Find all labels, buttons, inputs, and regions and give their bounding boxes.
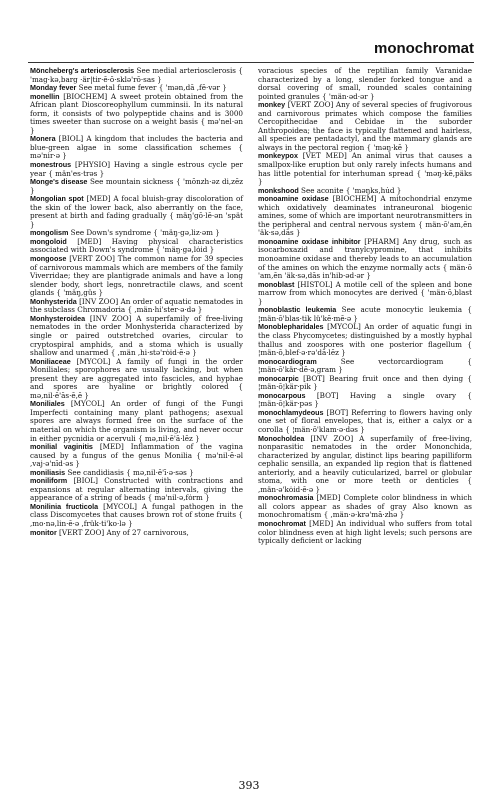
entry-definition: [MED] Complete color blindness in which all colors appear as shades of gray Also known as monochromatism { ,män·ə·krə'mā·zhə } [258, 493, 472, 520]
entry-headword: monochromasia [258, 493, 314, 503]
entry-definition: [BOT] Having a single ovary { ¦män·ō¦kär·pəs } [258, 390, 472, 409]
entry-definition: [MYCOL] An order of fungi of the Fungi Imperfecti containing many plant pathogens; asexual spores are always formed free on the surface of the material on which the organism is living, and never occur in either pycnidia or acervuli { mə,nil·ē'ā·lēz } [30, 399, 243, 443]
entry-definition: [VERT ZOO] The common name for 39 species of carnivorous mammals which are members of the family Viverridae; they are plantigrade animals and have a long slender body, short legs, nonretractile claws, and scent glands { 'mäŋ,güs } [30, 254, 244, 298]
entry-headword: Monera [30, 134, 56, 144]
entry-definition: [VET MED] An animal virus that causes a smallpox-like eruption but only rarely infects humans and has little potential for interhuman spread { 'məŋ·kē,päks } [258, 151, 472, 187]
entry-definition: [VERT ZOO] Any of several species of frugivorous and carnivorous primates which compose the families Cercopithecidae and Cebidae in the suborder Anthropoidea; the face is typically flattened and hairless, all species are pentadactyl, and the mammary glands are always in the pectoral region { 'məŋ·kē } [258, 100, 472, 152]
entry-definition: See vectorcardiogram { ¦män·ō'kär·dē·ə,gram } [258, 356, 472, 375]
entry-definition: [BIOL] Constructed with contractions and expansions at regular alternating intervals, giving the appearance of a string of beads { mə'nil·ə,fȯrm } [30, 476, 243, 503]
entry-definition: [MED] An individual who suffers from total color blindness even at high light levels; such persons are typically deficient or lacking [258, 518, 473, 546]
entry-definition: See metal fume fever { 'mən,dā ,fē·vər } [78, 83, 227, 93]
dictionary-entry [258, 306, 472, 323]
entry-headword: Moniliales [30, 399, 65, 409]
dictionary-entry [258, 375, 472, 392]
page-number: 393 [238, 779, 260, 792]
entry-headword: Monoblepharidales [258, 322, 324, 332]
entry-headword: monocarpous [258, 390, 306, 400]
entry-definition: voracious species of the reptilian family Varanidae characterized by a long, slender forked tongue and a dorsal covering of small, rounded scales containing pointed granules { 'män·əd·ər } [258, 66, 472, 101]
entry-headword: monocardiogram [258, 356, 317, 366]
entry-headword: monestrous [30, 160, 72, 170]
entry-headword: monoblastic leukemia [258, 305, 337, 315]
dictionary-entry [258, 101, 472, 152]
entry-definition: [BIOL] A kingdom that includes the bacteria and blue-green algae in some classification schemes { mə'nir·ə } [30, 134, 243, 161]
dictionary-entry [258, 409, 472, 435]
entry-headword: Moniliaceae [30, 356, 71, 366]
entry-headword: monoblast [258, 279, 295, 289]
dictionary-entry [258, 520, 472, 546]
entry-headword: monochlamydeous [258, 407, 324, 417]
dictionary-entry [30, 178, 243, 195]
dictionary-entry [30, 400, 243, 443]
dictionary-entry [30, 67, 243, 84]
dictionary-entry [30, 358, 243, 401]
entry-definition: [PHARM] Any drug, such as isocarboxazid and tranylcypromine, that inhibits monoamine oxidase and thereby leads to an accumulation of the amines on which the enzyme normally acts { män·ō 'am,ēn 'äk·sə,dās in'hib·əd·ər } [258, 236, 472, 281]
dictionary-entry [30, 135, 243, 161]
entry-definition: [PHYSIO] Having a single estrous cycle per year { män'es·trəs } [30, 160, 243, 178]
entry-headword: Monocholdea [258, 433, 305, 443]
entry-definition: [MYCOL] An order of aquatic fungi in the class Phycomycetes; distinguished by a mostly hyphal thallus and zoospores with one posterior flagellum { ¦män·ō,blef·ə·rə'dā·lēz } [258, 322, 472, 358]
entry-headword: Monhysteroidea [30, 313, 86, 323]
entry-definition: See medial arteriosclerosis { 'mag·kə,barg ·är|tir·ē·ō·sklə'rō·sas } [30, 66, 243, 84]
entry-definition: [VERT ZOO] Any of 27 carnivorous, [59, 527, 189, 537]
entry-definition: See mountain sickness { 'mōnzh·əz di,zēz } [30, 177, 243, 195]
entry-headword: Monday fever [30, 83, 77, 93]
entry-headword: monoamine oxidase inhibitor [258, 236, 361, 246]
entry-headword: Mongolian spot [30, 194, 84, 204]
entry-headword: monkeypox [258, 151, 298, 161]
dictionary-entry [30, 477, 243, 503]
entry-definition: See aconite { 'məŋks,hu̇d } [301, 185, 402, 195]
left-column [30, 67, 243, 537]
entry-definition: [BIOCHEM] A sweet protein obtained from the African plant Dioscoreophyllum cumminsii. In its natural form, it consists of two polypeptide chains and is 3000 times sweeter than sucrose on a weight basis { mə'nel·ən } [30, 91, 243, 135]
entry-headword: moniliasis [30, 467, 66, 477]
entry-headword: mongoloid [30, 236, 67, 246]
entry-definition: See Down's syndrome { 'mäŋ·gə,liz·əm } [70, 228, 220, 238]
dictionary-entry [30, 93, 243, 136]
right-column [258, 67, 472, 546]
entry-headword: monocarpic [258, 373, 299, 383]
entry-definition: See candidiasis { mə,nil·ē'ī·ə·səs } [67, 467, 194, 477]
entry-headword: Monhysterida [30, 296, 77, 306]
entry-definition: [HISTOL] A motile cell of the spleen and bone marrow from which monocytes are derived { 'män·ō,blast } [258, 279, 472, 306]
dictionary-entry [30, 503, 243, 529]
entry-headword: monellin [30, 91, 60, 101]
dictionary-entry [258, 392, 472, 409]
dictionary-entry [30, 315, 243, 358]
entry-definition: [BOT] Bearing fruit once and then dying { ¦män·ō¦kär·pik } [258, 373, 472, 392]
entry-headword: mongolism [30, 228, 69, 238]
entry-definition: [MED] A focal bluish-gray discoloration of the skin of the lower back, also aberrantly on the face, present at birth and fading gradually { mäŋ'gō·lē·ən 'spät } [30, 194, 243, 229]
entry-headword: monochromat [258, 518, 306, 528]
dictionary-entry [258, 238, 472, 281]
entry-definition: [INV ZOO] An order of aquatic nematodes in the subclass Chromadoria { ,män·hi'ster·ə·də } [30, 296, 243, 315]
dictionary-entry [258, 494, 472, 520]
dictionary-entry [258, 67, 472, 101]
dictionary-entry [258, 195, 472, 238]
dictionary-entry [30, 298, 243, 315]
entry-headword: Monilinia fructicola [30, 501, 99, 511]
entry-headword: Monge's disease [30, 177, 88, 187]
entry-headword: mongoose [30, 254, 67, 264]
dictionary-entry [258, 435, 472, 495]
dictionary-entry [258, 323, 472, 357]
dictionary-entry [30, 255, 243, 298]
dictionary-entry [258, 281, 472, 307]
entry-headword: moniliform [30, 476, 68, 486]
dictionary-entry [30, 443, 243, 469]
dictionary-entry [30, 161, 243, 178]
entry-headword: monkshood [258, 185, 299, 195]
header-rule [28, 62, 474, 63]
dictionary-entry [30, 238, 243, 255]
entry-definition: [MYCOL] A family of fungi in the order Moniliales; sporophores are usually lacking, but when present they are aggregated into fascicles, and hyphae and spores are hyaline or brightly colored { mə,nil·ē'ās·ē,ē } [30, 356, 243, 400]
dictionary-entry [30, 195, 243, 229]
entry-headword: monilial vaginitis [30, 442, 93, 452]
entry-headword: monkey [258, 100, 286, 110]
dictionary-entry [30, 529, 243, 538]
entry-headword: Möncheberg's arteriosclerosis [30, 66, 135, 75]
entry-definition: [BIOCHEM] A mitochondrial enzyme which oxidatively deaminates intraneuronal biogenic amines, some of which are important neurotransmitters in the peripheral and central nervous system { män·ō'am,ēn 'äk·sə,dās } [258, 194, 472, 238]
dictionary-entry [258, 358, 472, 375]
entry-headword: monoamine oxidase [258, 194, 329, 204]
dictionary-entry [258, 152, 472, 186]
entry-definition: [MYCOL] A fungal pathogen in the class Discomycetes that causes brown rot of stone fruits { ,mo·nə,lin·ē·ə ,frük·ti'ko·lə } [30, 501, 243, 528]
entry-definition: [INV ZOO] A superfamily of free-living nematodes in the order Monhysterida characterized by single or paired outstretched ovaries, circular to cryptospiral amphids, and a stoma which is usually shallow and unarmed { ,män ,hi·stə'rȯid·ē·ə } [30, 313, 243, 358]
entry-headword: monitor [30, 527, 57, 537]
entry-definition: [BOT] Referring to flowers having only one set of floral envelopes, that is, either a calyx or a corolla { ¦män·ō'klam·ə·dəs } [258, 407, 472, 434]
entry-definition: [MED] Having physical characteristics associated with Down's syndrome { 'mäŋ·gə,lȯid } [30, 236, 243, 255]
running-head: monochromat [373, 40, 474, 57]
entry-definition: [INV ZOO] A superfamily of free-living, nonparasitic nematodes in the order Mononchida, characterized by angular, distinct lips bearing papilliform cephalic sensilla, an expanded lip region that is flattened anteriorly, and a heavily cuticularized, barrel or globular stoma, with one or more teeth or denticles { ,män·ə'kȯid·ē·ə } [258, 433, 472, 494]
entry-definition: [MED] Inflammation of the vagina caused by a fungus of the genus Monilia { mə'nil·ē·əl ,vaj·ə'nīd·əs } [30, 442, 243, 469]
entry-definition: See acute monocytic leukemia { ¦män·ō'blas·tik lü'kē·mē·ə } [258, 305, 472, 323]
